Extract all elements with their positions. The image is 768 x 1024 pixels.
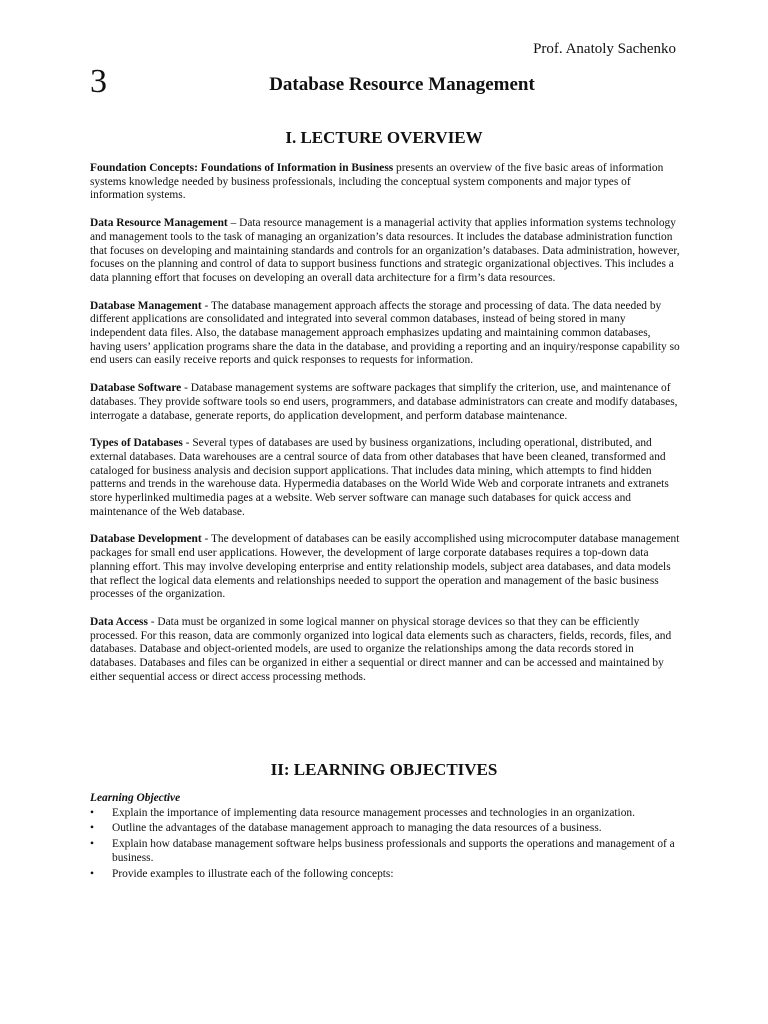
list-item-text: Explain the importance of implementing data resource management processes and technologies in an organization.: [112, 806, 635, 819]
list-item: [90, 868, 680, 882]
paragraph-text: - Several types of databases are used by business organizations, including operational, distributed, and external databases. Data warehouses are a central source of data from other databases that have been cleaned, transformed and cataloged for business analysis and decision support applications. That includes data mining, which attempts to find hidden patterns and trends in the warehouse data. Hypermedia databases on the World Wide Web and corporate intranets and extranets store hyperlinked multimedia pages at a website. Web server software can manage such databases for quick access and maintenance of the Web database.: [90, 437, 669, 518]
list-item: [90, 838, 680, 865]
list-item: [90, 822, 680, 836]
learning-objectives-body: [90, 792, 680, 883]
paragraph-text: presents an overview of the five basic areas of information systems knowledge needed by business professionals, including the conceptual system components and major types of information systems.: [90, 162, 664, 202]
paragraph-text: - Database management systems are software packages that simplify the criterion, use, and maintenance of databases. They provide software tools so end users, programmers, and database administrators can create and modify databases, interrogate a database, generate reports, do application development, and perform database maintenance.: [90, 382, 678, 422]
paragraph-lead: Database Development: [90, 533, 202, 546]
paragraph-text: - The database management approach affects the storage and processing of data. The data needed by different applications are consolidated and integrated into several common databases, instead of being stored in many independent data files. Also, the database management approach emphasizes updating and maintaining common databases, having users’ application programs share the data in the database, and providing a reporting and an inquiry/response capability so end users can easily receive reports and quick responses to requests for information.: [90, 299, 680, 367]
overview-paragraph: [90, 437, 680, 519]
overview-paragraph: [90, 382, 680, 423]
list-item: [90, 807, 680, 821]
paragraph-text: – Data resource management is a managerial activity that applies information systems technology and management tools to the task of managing an organization’s data resources. It includes the database administration function that focuses on developing and maintaining standards and controls for an organization’s databases. Data administration, however, focuses on the planning and control of data to support business functions and strategic organizational objectives. This includes a data planning effort that focuses on developing an overall data architecture for a firm’s data resources.: [90, 217, 680, 284]
overview-paragraph: [90, 300, 680, 369]
bullet-icon: •: [90, 838, 94, 851]
paragraph-lead: Data Resource Management: [90, 217, 228, 230]
paragraph-text: - The development of databases can be easily accomplished using microcomputer database management packages for small end user applications. However, the development of large corporate databases requires a top-down data planning effort. This may involve developing enterprise and entity relationship models, subject area databases, and data models that reflect the logical data elements and relationships needed to support the operation and management of the basic business processes of the organization.: [90, 533, 680, 601]
bullet-icon: •: [90, 822, 94, 835]
author-name: Prof. Anatoly Sachenko: [533, 41, 676, 57]
section-heading-learning-objectives: II: LEARNING OBJECTIVES: [270, 760, 498, 779]
paragraph-text: - Data must be organized in some logical manner on physical storage devices so that they can be efficiently processed. For this reason, data are commonly organized into logical data elements such as characters, fields, records, files, and databases. Database and object-oriented models, are used to organize the relationships among the data records stored in databases. Databases and files can be organized in either a sequential or direct manner and can be accessed and maintained by either sequential access or direct access processing methods.: [90, 615, 672, 683]
objectives-list: [90, 807, 680, 882]
bullet-icon: •: [90, 867, 94, 880]
document-title: Database Resource Management: [269, 74, 535, 95]
overview-paragraph: [90, 162, 680, 203]
chapter-number: 3: [90, 63, 107, 100]
bullet-icon: •: [90, 806, 94, 819]
section-heading-lecture-overview: I. LECTURE OVERVIEW: [285, 128, 483, 147]
list-item-text: Outline the advantages of the database management approach to managing the data resources of a business.: [112, 822, 602, 835]
paragraph-lead: Data Access: [90, 615, 148, 628]
list-item-text: Explain how database management software helps business professionals and supports the operations and management of a business.: [112, 838, 675, 864]
paragraph-lead: Types of Databases: [90, 437, 183, 450]
lecture-overview-body: [90, 162, 680, 699]
paragraph-lead: Database Management: [90, 299, 202, 312]
overview-paragraph: [90, 217, 680, 286]
list-item-text: Provide examples to illustrate each of the following concepts:: [112, 867, 394, 880]
overview-paragraph: [90, 533, 680, 602]
learning-objective-subheading: Learning Objective: [90, 792, 181, 804]
paragraph-lead: Foundation Concepts: Foundations of Information in Business: [90, 162, 394, 174]
paragraph-lead: Database Software: [90, 382, 182, 395]
overview-paragraph: [90, 616, 680, 685]
